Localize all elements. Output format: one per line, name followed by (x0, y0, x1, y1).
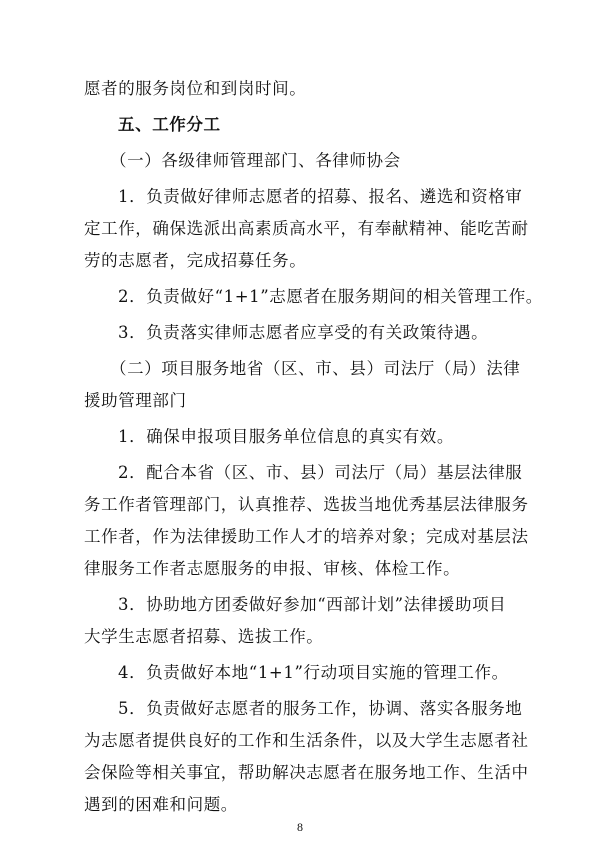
text-line: 5．负责做好志愿者的服务工作，协调、落实各服务地 (118, 699, 523, 718)
text-line: 劳的志愿者，完成招募任务。 (84, 251, 307, 270)
subsection-heading: （二）项目服务地省（区、市、县）司法厅（局）法律 (110, 359, 521, 378)
text-line: 2．负责做好“1+1”志愿者在服务期间的相关管理工作。 (118, 287, 543, 306)
text-line: 务工作者管理部门，认真推荐、选拔当地优秀基层法律服务 (84, 495, 529, 514)
text-line: 定工作，确保选派出高素质高水平，有奉献精神、能吃苦耐 (84, 219, 529, 238)
section-heading: 五、工作分工 (118, 115, 221, 134)
text-line: 4．负责做好本地“1+1”行动项目实施的管理工作。 (118, 663, 509, 682)
page-number: 8 (297, 820, 303, 834)
text-line: 律服务工作者志愿服务的申报、审核、体检工作。 (84, 559, 461, 578)
text-line: 1．负责做好律师志愿者的招募、报名、遴选和资格审 (118, 187, 523, 206)
subsection-heading: （一）各级律师管理部门、各律师协会 (110, 151, 401, 170)
text-line: 会保险等相关事宜，帮助解决志愿者在服务地工作、生活中 (84, 763, 529, 782)
text-line: 援助管理部门 (84, 391, 187, 410)
text-line: 3．协助地方团委做好参加“西部计划”法律援助项目 (118, 595, 507, 614)
text-line: 遇到的困难和问题。 (84, 795, 238, 814)
text-line: 愿者的服务岗位和到岗时间。 (84, 79, 307, 98)
text-line: 工作者，作为法律援助工作人才的培养对象；完成对基层法 (84, 527, 529, 546)
text-line: 1．确保申报项目服务单位信息的真实有效。 (118, 427, 454, 446)
text-line: 2．配合本省（区、市、县）司法厅（局）基层法律服 (118, 463, 523, 482)
text-line: 大学生志愿者招募、选拔工作。 (84, 627, 324, 646)
text-line: 3．负责落实律师志愿者应享受的有关政策待遇。 (118, 323, 489, 342)
text-line: 为志愿者提供良好的工作和生活条件，以及大学生志愿者社 (84, 731, 529, 750)
